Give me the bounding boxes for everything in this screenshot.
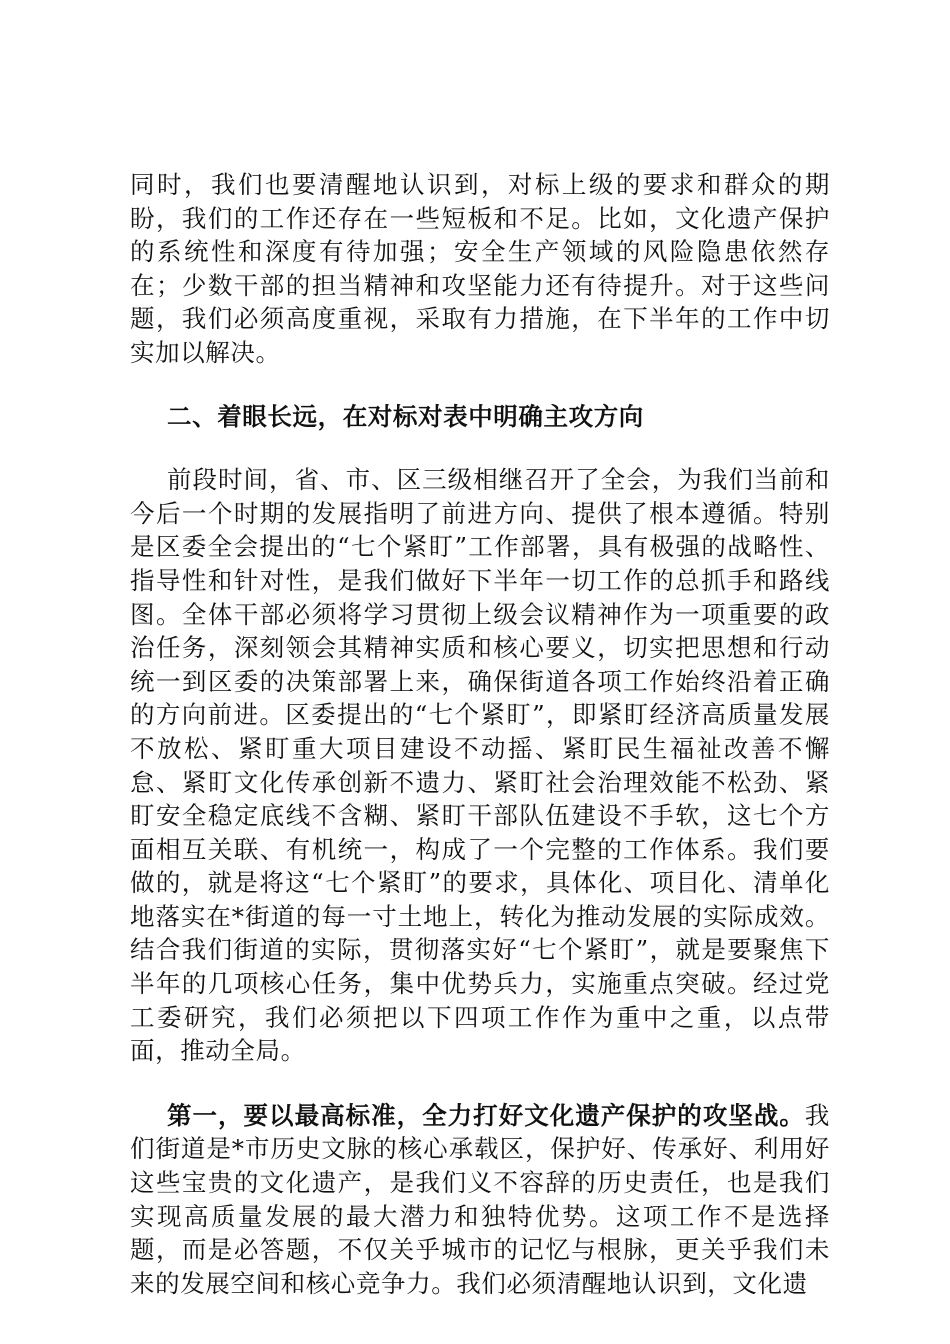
paragraph-lead-bold: 第一，要以最高标准，全力打好文化遗产保护的攻坚战。 [167,1100,805,1130]
paragraph-seven-focuses: 前段时间，省、市、区三级相继召开了全会，为我们当前和今后一个时期的发展指明了前进方向、提供了根本遵循。特别是区委全会提出的“七个紧盯”工作部署，具有极强的战略性、指导性和针对性，是我们做好下半年一切工作的总抓手和路线图。全体干部必须将学习贯彻上级会议精神作为一项重要的政治任务，深刻领会其精神实质和核心要义，切实把思想和行动统一到区委的决策部署上来，确保街道各项工作始终沿着正确的方向前进。区委提出的“七个紧盯”，即紧盯经济高质量发展不放松、紧盯重大项目建设不动摇、紧盯民生福祉改善不懈怠、紧盯文化传承创新不遗力、紧盯社会治理效能不松劲、紧盯安全稳定底线不含糊、紧盯干部队伍建设不手软，这七个方面相互关联、有机统一，构成了一个完整的工作体系。我们要做的，就是将这“七个紧盯”的要求，具体化、项目化、清单化地落实在*街道的每一寸土地上，转化为推动发展的实际成效。结合我们街道的实际，贯彻落实好“七个紧盯”，就是要聚焦下半年的几项核心任务，集中优势兵力，实施重点突破。经过党工委研究，我们必须把以下四项工作作为重中之重，以点带面，推动全局。 [130,465,830,1066]
paragraph-heritage-protection [130,1099,830,1301]
section-heading: 二、着眼长远，在对标对表中明确主攻方向 [167,401,644,431]
paragraph-shortcomings: 同时，我们也要清醒地认识到，对标上级的要求和群众的期盼，我们的工作还存在一些短板和不足。比如，文化遗产保护的系统性和深度有待加强；安全生产领域的风险隐患依然存在；少数干部的担当精神和攻坚能力还有待提升。对于这些问题，我们必须高度重视，采取有力措施，在下半年的工作中切实加以解决。 [130,170,830,367]
document-page [130,168,830,1300]
paragraph-body: 我们街道是*市历史文脉的核心承载区，保护好、传承好、利用好这些宝贵的文化遗产，是我们义不容辞的历史责任，也是我们实现高质量发展的最大潜力和独特优势。这项工作不是选择题，而是必答题，不仅关乎城市的记忆与根脉，更关乎我们未来的发展空间和核心竞争力。我们必须清醒地认识到，文化遗 [130,1100,830,1298]
